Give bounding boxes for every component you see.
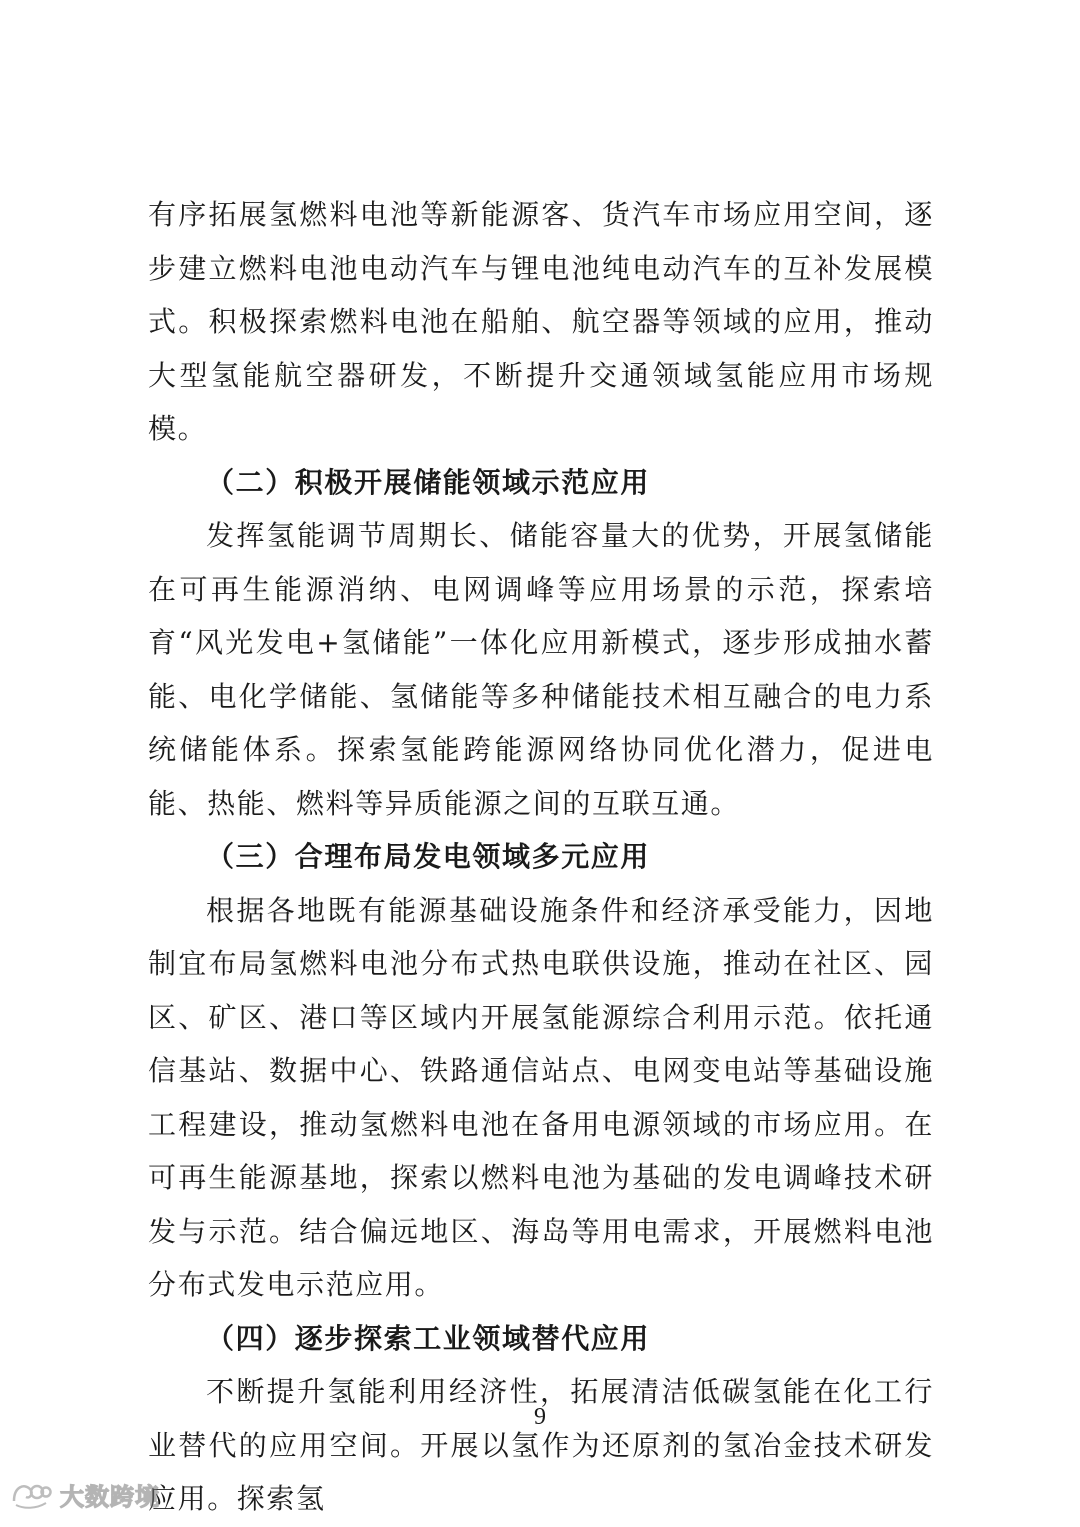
- watermark-logo-icon: [10, 1477, 52, 1511]
- section-heading-power-generation: （三）合理布局发电领域多元应用: [206, 840, 651, 873]
- paragraph-industry: 不断提升氢能利用经济性，拓展清洁低碳氢能在化工行业替代的应用空间。开展以氢作为还原剂的氢冶金技术研发应用。探索氢: [148, 1375, 934, 1515]
- section-heading-industry: （四）逐步探索工业领域替代应用: [206, 1321, 651, 1355]
- paragraph-power-generation: 根据各地既有能源基础设施条件和经济承受能力，因地制宜布局氢燃料电池分布式热电联供设施，推动在社区、园区、矿区、港口等区域内开展氢能源综合利用示范。依托通信基站、数据中心、铁路通信站点、电网变电站等基础设施工程建设，推动氢燃料电池在备用电源领域的市场应用。在可再生能源基地，探索以燃料电池为基础的发电调峰技术研发与示范。结合偏远地区、海岛等用电需求，开展燃料电池分布式发电示范应用。: [148, 893, 934, 1301]
- section-heading-energy-storage: （二）积极开展储能领域示范应用: [206, 465, 651, 499]
- watermark-text: 大数跨境: [60, 1482, 160, 1511]
- page-number: 9: [534, 1404, 546, 1430]
- paragraph-transport-continued: 有序拓展氢燃料电池等新能源客、货汽车市场应用空间，逐步建立燃料电池电动汽车与锂电池纯电动汽车的互补发展模式。积极探索燃料电池在船舶、航空器等领域的应用，推动大型氢能航空器研发，不断提升交通领域氢能应用市场规模。: [148, 198, 934, 445]
- paragraph-energy-storage: 发挥氢能调节周期长、储能容量大的优势，开展氢储能在可再生能源消纳、电网调峰等应用场景的示范，探索培育“风光发电+氢储能”一体化应用新模式，逐步形成抽水蓄能、电化学储能、氢储能等多种储能技术相互融合的电力系统储能体系。探索氢能跨能源网络协同优化潜力，促进电能、热能、燃料等异质能源之间的互联互通。: [148, 519, 934, 820]
- document-body: [148, 188, 934, 1526]
- watermark: [10, 1474, 160, 1514]
